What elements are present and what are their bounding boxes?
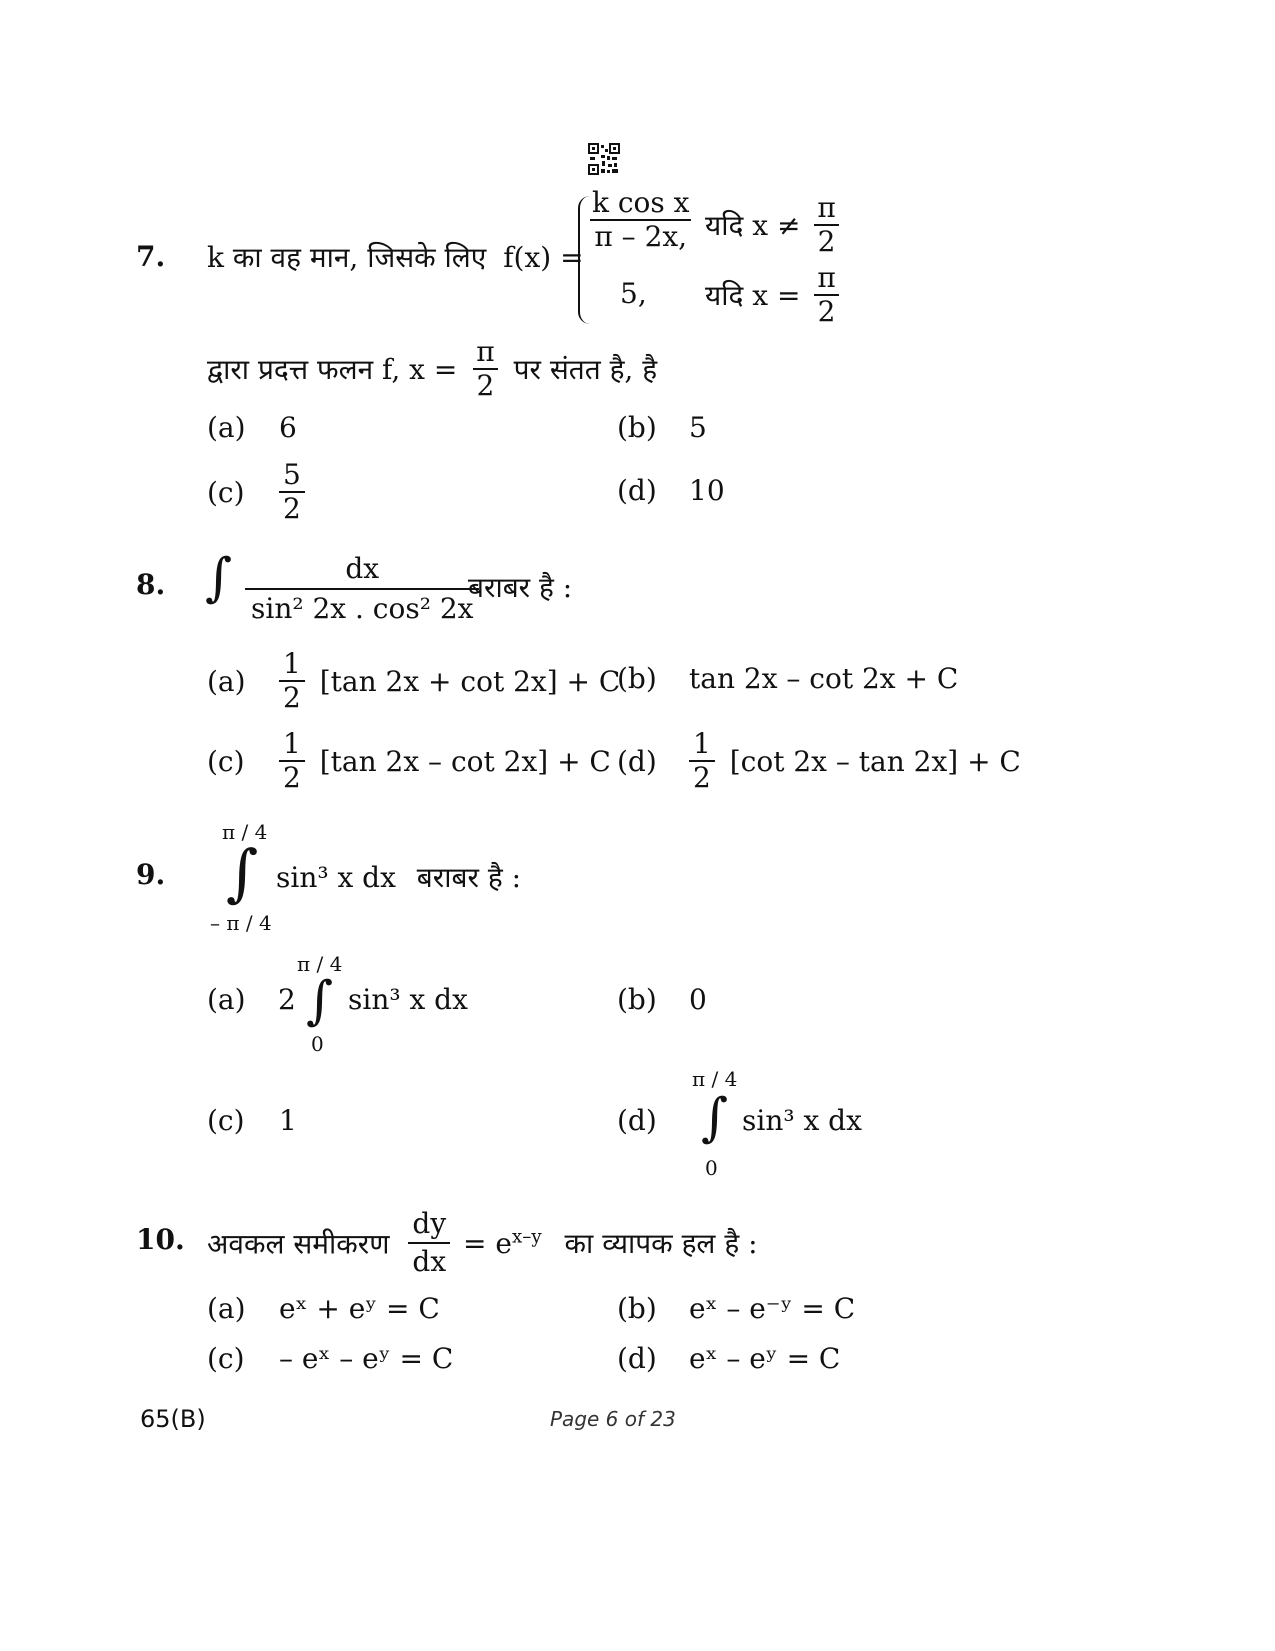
q9-option-a-expression: sin³ x dx [348, 983, 468, 1016]
option-label: (a) [207, 664, 246, 698]
question-10-line [207, 1206, 758, 1281]
case1-pi: π [817, 191, 836, 224]
q7-option-d[interactable] [617, 474, 725, 507]
option-value: 1 [279, 1104, 297, 1137]
option-label: (a) [207, 983, 246, 1016]
q9-option-a-coef: 2 [278, 983, 296, 1016]
q10-option-a[interactable] [207, 1292, 440, 1325]
question-7-line2 [207, 336, 657, 402]
option-numerator: 5 [283, 458, 301, 491]
question-9-expression [276, 858, 521, 896]
case2-two: 2 [814, 294, 840, 328]
q9-option-a[interactable] [207, 983, 279, 1016]
option-numerator: 1 [283, 647, 301, 680]
question-8-fraction [245, 550, 479, 628]
option-label: (a) [207, 1292, 246, 1325]
q9-integrand: sin³ x dx [276, 861, 396, 894]
q9-option-a-upper: π / 4 [297, 952, 343, 976]
integral-sign: ∫ [701, 1088, 729, 1148]
q9-tail: बराबर है : [416, 861, 522, 894]
option-value: 6 [279, 411, 297, 444]
q8-option-c[interactable] [207, 728, 611, 794]
case2-condition-text: यदि x = [705, 279, 801, 313]
page-number: Page 6 of 23 [550, 1407, 676, 1431]
option-label: (b) [617, 662, 657, 695]
question-7-fx: f(x) = [503, 241, 584, 274]
q9-option-b[interactable] [617, 983, 707, 1016]
question-10-number: 10. [136, 1223, 185, 1256]
option-label: (b) [617, 411, 657, 444]
q10-denominator: dx [408, 1242, 450, 1280]
option-denominator: 2 [279, 680, 305, 714]
option-value: 10 [689, 474, 725, 507]
option-numerator: 1 [283, 727, 301, 760]
question-8-tail: बराबर है : [468, 571, 573, 604]
q8-numerator: dx [345, 552, 380, 585]
q9-option-d-lower: 0 [705, 1156, 718, 1180]
question-9-number: 9. [136, 858, 166, 891]
option-expression: [tan 2x + cot 2x] + C [319, 664, 621, 698]
question-7-case2-value: 5, [620, 277, 647, 310]
q10-option-d[interactable] [617, 1342, 840, 1375]
option-numerator: 1 [693, 727, 711, 760]
q7-option-b[interactable] [617, 411, 707, 444]
q10-option-b[interactable] [617, 1292, 855, 1325]
q8-option-a[interactable] [207, 648, 620, 714]
q9-option-a-lower: 0 [311, 1032, 324, 1056]
option-expression: [tan 2x – cot 2x] + C [319, 744, 611, 778]
option-label: (a) [207, 411, 246, 444]
line2-post: पर संतत है, है [513, 353, 658, 387]
q8-option-b[interactable] [617, 662, 958, 695]
q9-lower-limit: – π / 4 [210, 911, 272, 935]
option-value: 5 [689, 411, 707, 444]
question-7-case1-condition [705, 192, 840, 258]
integral-sign: ∫ [306, 971, 334, 1031]
q10-rhs-exponent: x–y [511, 1226, 542, 1248]
question-7-lead-text: k का वह मान, जिसके लिए [207, 241, 487, 274]
q10-option-c[interactable] [207, 1342, 453, 1375]
paper-code: 65(B) [140, 1405, 206, 1433]
q8-denominator: sin² 2x . cos² 2x [245, 588, 479, 628]
question-7-case1-fraction [588, 187, 693, 253]
case1-numerator: k cos x [592, 186, 690, 219]
q9-upper-limit: π / 4 [222, 820, 268, 844]
case1-condition-text: यदि x ≠ [705, 209, 801, 243]
option-label: (b) [617, 1292, 657, 1325]
qr-code-icon [588, 143, 620, 175]
question-8-number: 8. [136, 568, 166, 601]
option-denominator: 2 [689, 760, 715, 794]
option-label: (d) [617, 744, 657, 778]
q7-option-a[interactable] [207, 411, 297, 444]
option-expression: eˣ + eʸ = C [279, 1292, 440, 1325]
option-expression: tan 2x – cot 2x + C [689, 662, 959, 695]
question-7-case2-condition [705, 262, 840, 328]
option-label: (c) [207, 1342, 245, 1375]
q10-tail: का व्यापक हल है : [564, 1227, 758, 1261]
option-label: (b) [617, 983, 657, 1016]
q9-option-d-expression: sin³ x dx [742, 1104, 862, 1137]
case1-denominator: π – 2x, [590, 219, 691, 253]
option-label: (d) [617, 1104, 657, 1137]
q9-option-d[interactable] [617, 1104, 689, 1137]
q10-rhs: = e [463, 1226, 512, 1260]
option-denominator: 2 [279, 491, 305, 525]
option-label: (c) [207, 744, 245, 778]
question-7-lead [207, 238, 584, 276]
option-label: (d) [617, 474, 657, 507]
case1-two: 2 [814, 224, 840, 258]
line2-two: 2 [473, 368, 499, 402]
option-label: (d) [617, 1342, 657, 1375]
q7-option-c[interactable] [207, 459, 305, 525]
option-expression: eˣ – eʸ = C [689, 1342, 841, 1375]
line2-pi: π [476, 335, 495, 368]
q8-option-d[interactable] [617, 728, 1021, 794]
option-label: (c) [207, 475, 245, 509]
line2-pre: द्वारा प्रदत्त फलन f, x = [207, 353, 458, 387]
option-expression: [cot 2x – tan 2x] + C [729, 744, 1021, 778]
q10-numerator: dy [412, 1207, 447, 1240]
option-denominator: 2 [279, 760, 305, 794]
q9-option-c[interactable] [207, 1104, 297, 1137]
q9-option-d-upper: π / 4 [692, 1067, 738, 1091]
case2-pi: π [817, 261, 836, 294]
option-expression: eˣ – e⁻ʸ = C [689, 1292, 856, 1325]
option-expression: – eˣ – eʸ = C [279, 1342, 454, 1375]
q10-lead: अवकल समीकरण [207, 1227, 390, 1261]
option-value: 0 [689, 983, 707, 1016]
integral-sign: ∫ [205, 548, 233, 608]
integral-sign: ∫ [226, 836, 259, 909]
option-label: (c) [207, 1104, 245, 1137]
question-7-number: 7. [136, 240, 166, 273]
